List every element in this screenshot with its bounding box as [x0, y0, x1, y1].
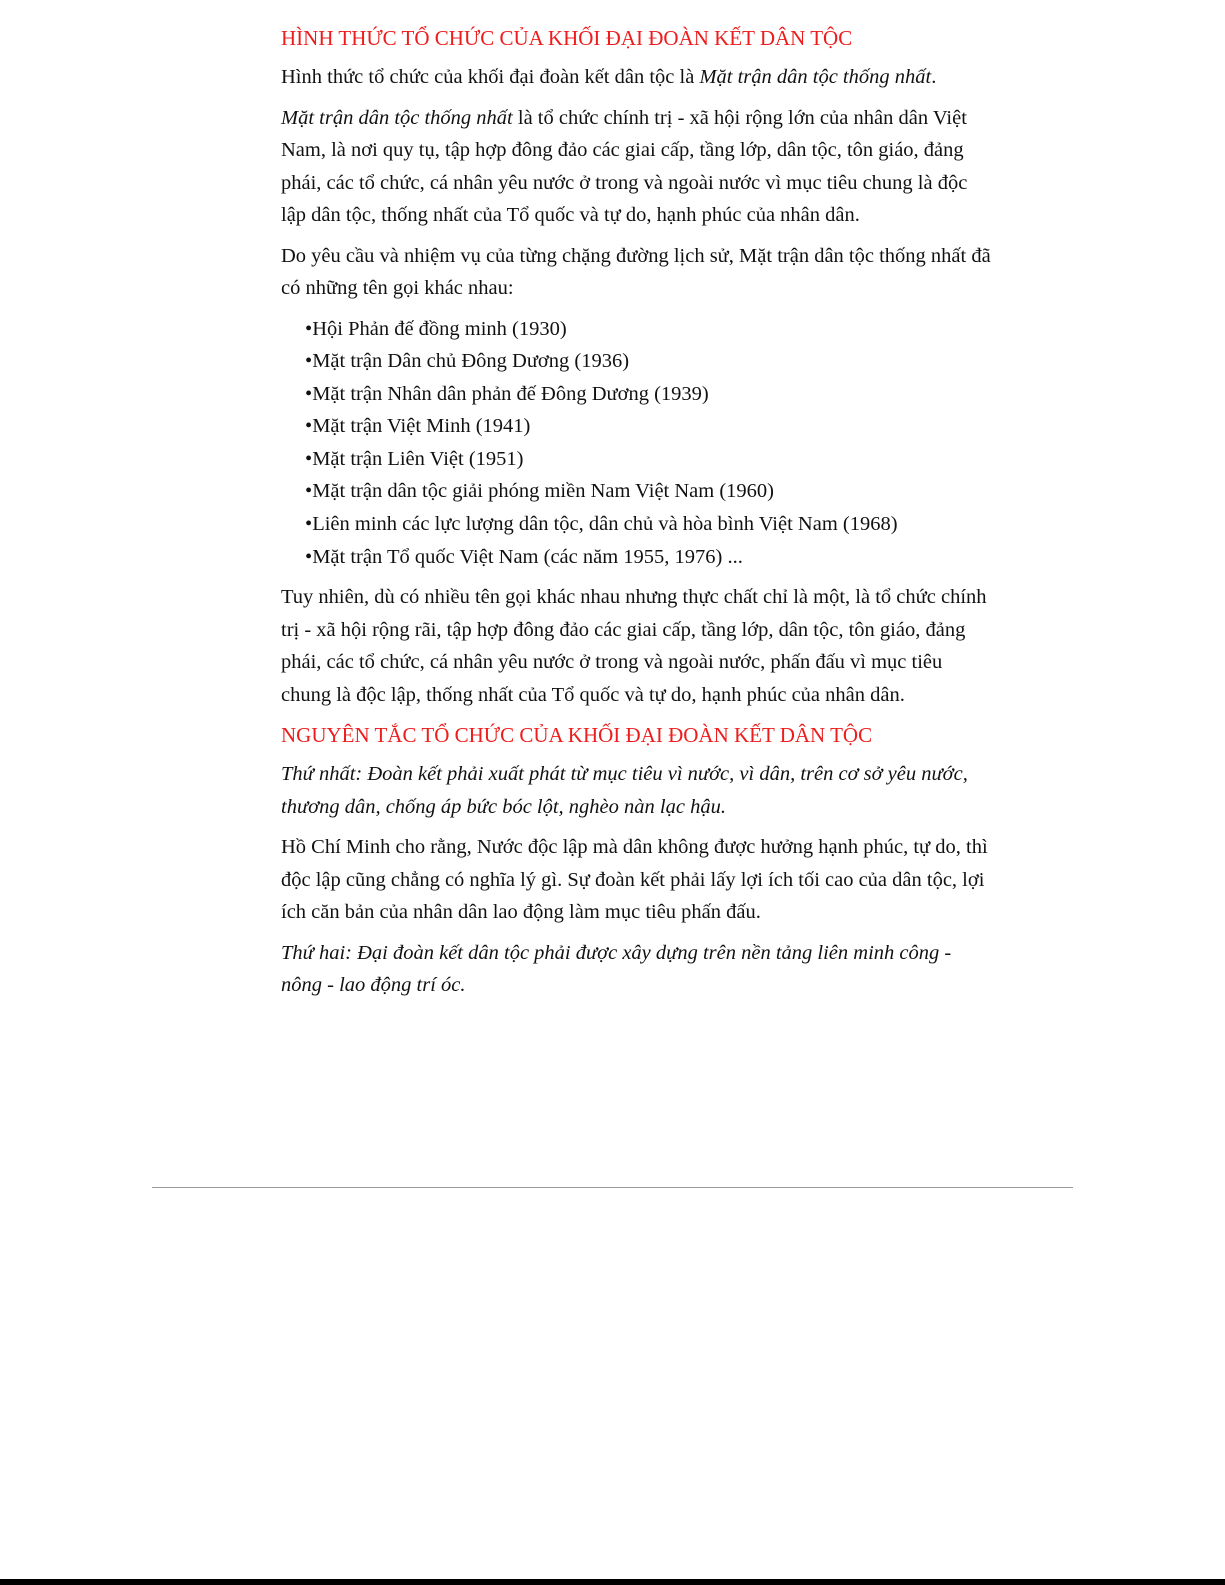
bullet-icon: • [305, 513, 313, 536]
paragraph-essence: Tuy nhiên, dù có nhiều tên gọi khác nhau nhưng thực chất chỉ là một, là tổ chức chính trị - xã hội rộng rãi, tập hợp đông đảo các giai cấp, tầng lớp, dân tộc, tôn giáo, đảng phái, các tổ chức, cá nhân yêu nước ở trong và ngoài nước, phấn đấu vì mục tiêu chung là độc lập, thống nhất của Tổ quốc và tự do, hạnh phúc của nhân dân. [281, 586, 987, 706]
paragraph-front-definition-text: là tổ chức chính trị - xã hội rộng lớn của nhân dân Việt Nam, là nơi quy tụ, tập hợp đông đảo các giai cấp, tầng lớp, dân tộc, tôn giáo, đảng phái, các tổ chức, cá nhân yêu nước ở trong và ngoài nước vì mục tiêu chung là độc lập dân tộc, thống nhất của Tổ quốc và tự do, hạnh phúc của nhân dân. [281, 106, 968, 226]
bullet-icon: • [305, 415, 313, 438]
paragraph-intro-emphasis: Mặt trận dân tộc thống nhất [699, 66, 932, 88]
bullet-icon: • [305, 545, 313, 568]
front-names-list [281, 313, 996, 574]
list-item: •Mặt trận Việt Minh (1941) [305, 415, 531, 438]
section-heading-organization-principles: NGUYÊN TẮC TỔ CHỨC CỦA KHỐI ĐẠI ĐOÀN KẾT DÂN TỘC [281, 723, 873, 748]
list-item: •Mặt trận Tổ quốc Việt Nam (các năm 1955, 1976) ... [305, 545, 743, 568]
paragraph-intro-text: Hình thức tổ chức của khối đại đoàn kết dân tộc là [281, 66, 700, 88]
document-page [281, 22, 996, 1010]
list-item: •Mặt trận dân tộc giải phóng miền Nam Việt Nam (1960) [305, 480, 774, 503]
paragraph-historical-names: Do yêu cầu và nhiệm vụ của từng chặng đường lịch sử, Mặt trận dân tộc thống nhất đã có những tên gọi khác nhau: [281, 244, 991, 299]
bullet-icon: • [305, 350, 313, 373]
principle-second: Thứ hai: Đại đoàn kết dân tộc phải được xây dựng trên nền tảng liên minh công - nông - lao động trí óc. [281, 941, 952, 997]
bullet-icon: • [305, 317, 313, 340]
paragraph-intro [281, 61, 996, 94]
list-item: •Mặt trận Nhân dân phản đế Đông Dương (1939) [305, 382, 709, 405]
bullet-icon: • [305, 382, 313, 405]
page-divider [152, 1187, 1073, 1188]
bullet-icon: • [305, 480, 313, 503]
list-item: •Mặt trận Liên Việt (1951) [305, 447, 524, 470]
list-item: •Mặt trận Dân chủ Đông Dương (1936) [305, 350, 630, 373]
section-heading-organization-form: HÌNH THỨC TỔ CHỨC CỦA KHỐI ĐẠI ĐOÀN KẾT DÂN TỘC [281, 26, 853, 50]
paragraph-front-definition-emphasis: Mặt trận dân tộc thống nhất [281, 106, 513, 129]
principle-first: Thứ nhất: Đoàn kết phải xuất phát từ mục tiêu vì nước, vì dân, trên cơ sở yêu nước, thương dân, chống áp bức bóc lột, nghèo nàn lạc hậu. [281, 763, 968, 818]
paragraph-intro-end: . [931, 66, 937, 88]
paragraph-ho-chi-minh: Hồ Chí Minh cho rằng, Nước độc lập mà dân không được hưởng hạnh phúc, tự do, thì độc lập cũng chẳng có nghĩa lý gì. Sự đoàn kết phải lấy lợi ích tối cao của dân tộc, lợi ích căn bản của nhân dân lao động làm mục tiêu phấn đấu. [281, 836, 988, 924]
list-item: •Hội Phản đế đồng minh (1930) [305, 317, 567, 340]
paragraph-front-definition [281, 102, 996, 232]
list-item: •Liên minh các lực lượng dân tộc, dân chủ và hòa bình Việt Nam (1968) [305, 513, 898, 536]
bullet-icon: • [305, 447, 313, 470]
bottom-border [0, 1579, 1225, 1585]
